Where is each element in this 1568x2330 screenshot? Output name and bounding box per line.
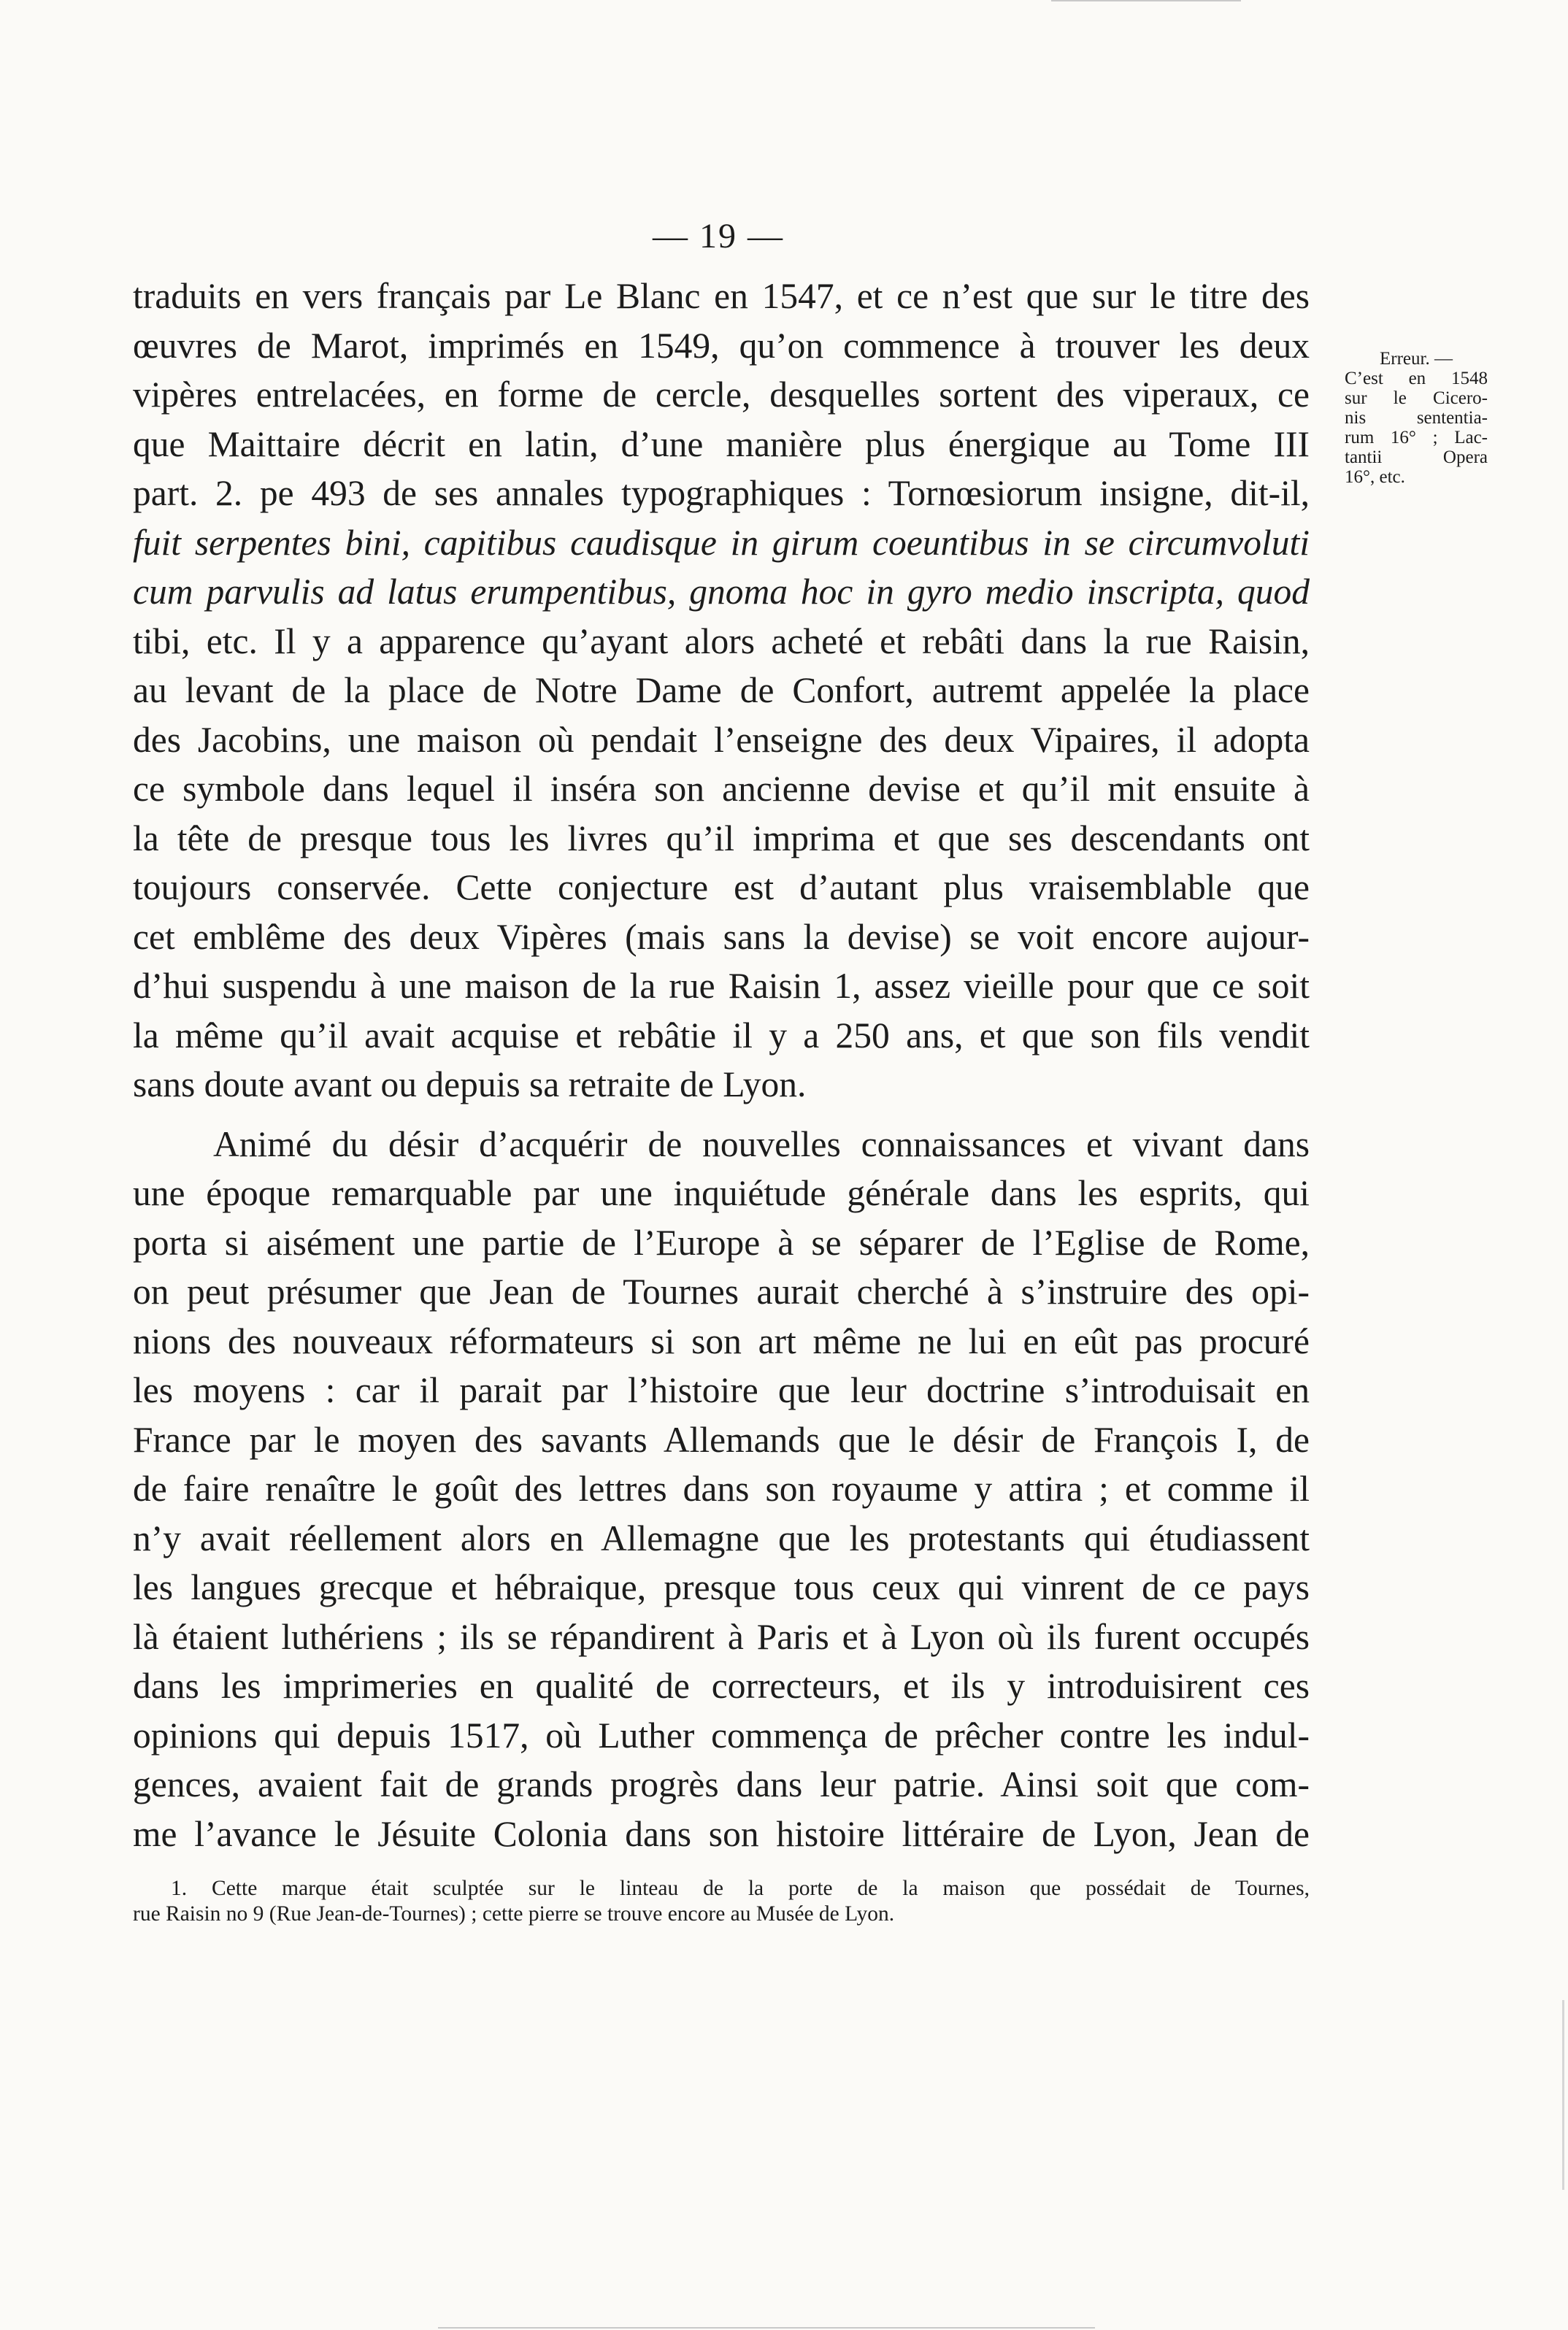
text-line: me l’avance le Jésuite Colonia dans son histoire littéraire de Lyon, Jean de — [133, 1813, 1310, 1854]
text-line: porta si aisément une partie de l’Europe à se séparer de l’Eglise de Rome, — [133, 1222, 1310, 1263]
text-line: gences, avaient fait de grands progrès dans leur patrie. Ainsi soit que com- — [133, 1764, 1310, 1804]
margin-note-line: rum 16° ; Lac- — [1345, 428, 1488, 447]
text-line: vipères entrelacées, en forme de cercle, desquelles sortent des viperaux, ce — [133, 374, 1310, 415]
text-line: fuit serpentes bini, capitibus caudisque in girum coeuntibus in se circumvoluti — [133, 522, 1310, 563]
page-number: — 19 — — [653, 217, 784, 255]
margin-note-line: Erreur. — — [1380, 349, 1453, 369]
text-line: nions des nouveaux réformateurs si son art même ne lui en eût pas procuré — [133, 1320, 1310, 1361]
margin-note — [1345, 349, 1488, 487]
text-line: la tête de presque tous les livres qu’il imprima et que ses descendants ont — [133, 818, 1310, 858]
text-line: on peut présumer que Jean de Tournes aurait cherché à s’instruire des opi- — [133, 1272, 1310, 1312]
scan-edge-bottom — [438, 2327, 1095, 2329]
text-line: toujours conservée. Cette conjecture est d’autant plus vraisemblable que — [133, 867, 1310, 907]
margin-note-line: nis sententia- — [1345, 408, 1488, 428]
text-line: part. 2. pe 493 de ses annales typographiques : Tornœsiorum insigne, dit-il, — [133, 473, 1310, 513]
text-line: tibi, etc. Il y a apparence qu’ayant alors acheté et rebâti dans la rue Raisin, — [133, 620, 1310, 661]
footnote-line: 1. Cette marque était sculptée sur le linteau de la porte de la maison que possédait de Tournes, — [171, 1877, 1310, 1900]
scan-edge-top — [1051, 0, 1241, 1]
text-line: là étaient luthériens ; ils se répandirent à Paris et à Lyon où ils furent occupés — [133, 1616, 1310, 1657]
margin-note-line: 16°, etc. — [1345, 467, 1405, 487]
text-line: au levant de la place de Notre Dame de Confort, autremt appelée la place — [133, 670, 1310, 710]
footnote-line: rue Raisin no 9 (Rue Jean-de-Tournes) ; cette pierre se trouve encore au Musée de Lyon. — [133, 1902, 895, 1926]
paragraph-1 — [133, 272, 1310, 1110]
text-line: œuvres de Marot, imprimés en 1549, qu’on commence à trouver les deux — [133, 325, 1310, 366]
text-line: une époque remarquable par une inquiétude générale dans les esprits, qui — [133, 1173, 1310, 1213]
text-line: d’hui suspendu à une maison de la rue Raisin 1, assez vieille pour que ce soit — [133, 966, 1310, 1006]
margin-note-line: tantii Opera — [1345, 447, 1488, 467]
footnote — [133, 1876, 1310, 1927]
margin-note-line: sur le Cicero- — [1345, 388, 1488, 408]
text-line: les moyens : car il parait par l’histoire que leur doctrine s’introduisait en — [133, 1370, 1310, 1410]
paragraph-2 — [133, 1120, 1310, 1859]
text-line: Animé du désir d’acquérir de nouvelles connaissances et vivant dans — [213, 1123, 1310, 1164]
text-line: que Maittaire décrit en latin, d’une manière plus énergique au Tome III — [133, 423, 1310, 464]
scan-edge-right — [1562, 2000, 1564, 2190]
text-line: sans doute avant ou depuis sa retraite de Lyon. — [133, 1064, 807, 1104]
text-line: cum parvulis ad latus erumpentibus, gnoma hoc in gyro medio inscripta, quod — [133, 572, 1310, 612]
main-text — [133, 272, 1310, 1858]
text-line: dans les imprimeries en qualité de correcteurs, et ils y introduisirent ces — [133, 1666, 1310, 1706]
text-line: de faire renaître le goût des lettres dans son royaume y attira ; et comme il — [133, 1469, 1310, 1509]
text-line: ce symbole dans lequel il inséra son ancienne devise et qu’il mit ensuite à — [133, 769, 1310, 809]
text-line: la même qu’il avait acquise et rebâtie il y a 250 ans, et que son fils vendit — [133, 1015, 1310, 1056]
text-line: traduits en vers français par Le Blanc en 1547, et ce n’est que sur le titre des — [133, 276, 1310, 316]
text-line: France par le moyen des savants Allemands que le désir de François I, de — [133, 1419, 1310, 1460]
margin-note-line: C’est en 1548 — [1345, 369, 1488, 388]
text-line: opinions qui depuis 1517, où Luther commença de prêcher contre les indul- — [133, 1715, 1310, 1756]
text-line: cet emblême des deux Vipères (mais sans la devise) se voit encore aujour- — [133, 916, 1310, 957]
text-line: des Jacobins, une maison où pendait l’enseigne des deux Vipaires, il adopta — [133, 719, 1310, 760]
text-line: n’y avait réellement alors en Allemagne que les protestants qui étudiassent — [133, 1518, 1310, 1558]
text-line: les langues grecque et hébraique, presque tous ceux qui vinrent de ce pays — [133, 1567, 1310, 1607]
